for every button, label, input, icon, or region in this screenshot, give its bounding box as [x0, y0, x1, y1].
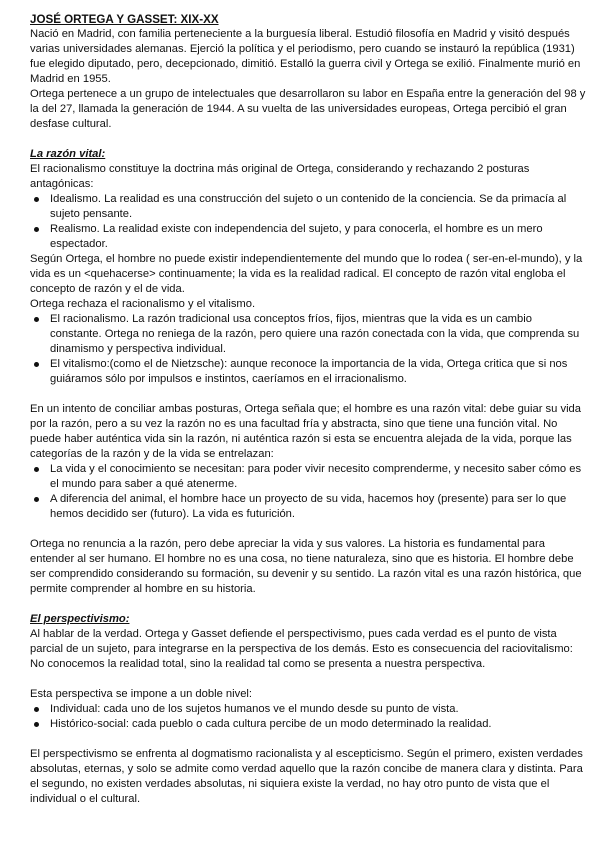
perspectivismo-paragraph-1: Al hablar de la verdad. Ortega y Gasset defiende el perspectivismo, pues cada verdad es el punto de vista parcial de un sujeto, para integrarse en la perspectiva de los demás. Esto es consecuencia del raciovitalismo: No conocemos la realidad total, sino la realidad tal como se presenta a nuestra perspectiva. — [30, 628, 573, 670]
razon-vital-paragraph-3: Ortega rechaza el racionalismo y el vitalismo. — [30, 298, 256, 310]
spacer — [30, 597, 586, 612]
intro-paragraph-1: Nació en Madrid, con familia perteneciente a la burguesía liberal. Estudió filosofía en Madrid y visitó después varias universidades alemanas. Ejerció la política y el periodismo, pero cuando se instauró la república (1931) fue elegido diputado, pero, decepcionado, dimitió. Estalló la guerra civil y Ortega se exilió. Finalmente murió en Madrid en 1955. — [30, 28, 581, 85]
list-item: Histórico-social: cada pueblo o cada cultura percibe de un modo determinado la realidad. — [30, 717, 586, 732]
razon-vital-heading: La razón vital: — [30, 148, 106, 160]
levels-list — [30, 702, 586, 732]
list-item: La vida y el conocimiento se necesitan: para poder vivir necesito comprenderme, y necesito saber cómo es el mundo para saber a qué atenerme. — [30, 462, 586, 492]
list-item: El vitalismo:(como el de Nietzsche): aunque reconoce la importancia de la vida, Ortega critica que si nos guiáramos sólo por impulsos e instintos, caeríamos en el irracionalismo. — [30, 357, 586, 387]
spacer — [30, 387, 586, 402]
perspectivismo-paragraph-2: Esta perspectiva se impone a un doble nivel: — [30, 688, 253, 700]
postures-list — [30, 192, 586, 252]
spacer — [30, 132, 586, 147]
list-item: Realismo. La realidad existe con independencia del sujeto, y para conocerla, el hombre es un mero espectador. — [30, 222, 586, 252]
razon-vital-paragraph-2: Según Ortega, el hombre no puede existir independientemente del mundo que lo rodea ( ser-en-el-mundo), y la vida es un <quehacerse> continuamente; la vida es la realidad radical. El concepto de razón vital engloba el concepto de razón y el de vida. — [30, 253, 583, 295]
razon-vital-paragraph-5: Ortega no renuncia a la razón, pero debe apreciar la vida y sus valores. La historia es fundamental para entender al ser humano. El hombre no es una cosa, no tiene naturaleza, sino que es historia. El hombre debe ser comprendido considerando su formación, su devenir y su sentido. La razón vital es una razón histórica, que permite comprender al hombre en su historia. — [30, 538, 582, 595]
perspectivismo-heading: El perspectivismo: — [30, 613, 130, 625]
spacer — [30, 732, 586, 747]
list-item: El racionalismo. La razón tradicional usa conceptos fríos, fijos, mientras que la vida es un cambio constante. Ortega no reniega de la razón, pero quiere una razón conectada con la vida, que comprenda su dinamismo y perspectiva individual. — [30, 312, 586, 357]
spacer — [30, 672, 586, 687]
spacer — [30, 522, 586, 537]
razon-vital-paragraph-1: El racionalismo constituye la doctrina más original de Ortega, considerando y rechazando 2 posturas antagónicas: — [30, 163, 530, 190]
rejections-list — [30, 312, 586, 387]
document-title: JOSÉ ORTEGA Y GASSET: XIX-XX — [30, 13, 219, 26]
list-item: Idealismo. La realidad es una construcción del sujeto o un contenido de la conciencia. Se da primacía al sujeto pensante. — [30, 192, 586, 222]
document-page — [30, 12, 586, 807]
list-item: A diferencia del animal, el hombre hace un proyecto de su vida, hacemos hoy (presente) para ser lo que hemos decidido ser (futuro). La vida es futurición. — [30, 492, 586, 522]
list-item: Individual: cada uno de los sujetos humanos ve el mundo desde su punto de vista. — [30, 702, 586, 717]
intro-paragraph-2: Ortega pertenece a un grupo de intelectuales que desarrollaron su labor en España entre la generación del 98 y la del 27, llamada la generación de 1944. A su vuelta de las universidades europeas, Ortega percibió el gran desfase cultural. — [30, 88, 586, 130]
categories-list — [30, 462, 586, 522]
perspectivismo-paragraph-3: El perspectivismo se enfrenta al dogmatismo racionalista y al escepticismo. Según el primero, existen verdades absolutas, eternas, y solo se admite como verdad aquello que la razón concibe de manera clara y distinta. Para el segundo, no existen verdades absolutas, ni siquiera existe la verdad, no hay otro punto de vista que el individual o el cultural. — [30, 748, 583, 805]
razon-vital-paragraph-4: En un intento de conciliar ambas posturas, Ortega señala que; el hombre es una razón vital: debe guiar su vida por la razón, pero a su vez la razón no es una facultad fría y abstracta, sino que tiene una función vital. No puede haber auténtica vida sin la razón, ni auténtica razón si esta se encuentra alejada de la vida, porque las categorías de la razón y de la vida se entrelazan: — [30, 403, 582, 460]
